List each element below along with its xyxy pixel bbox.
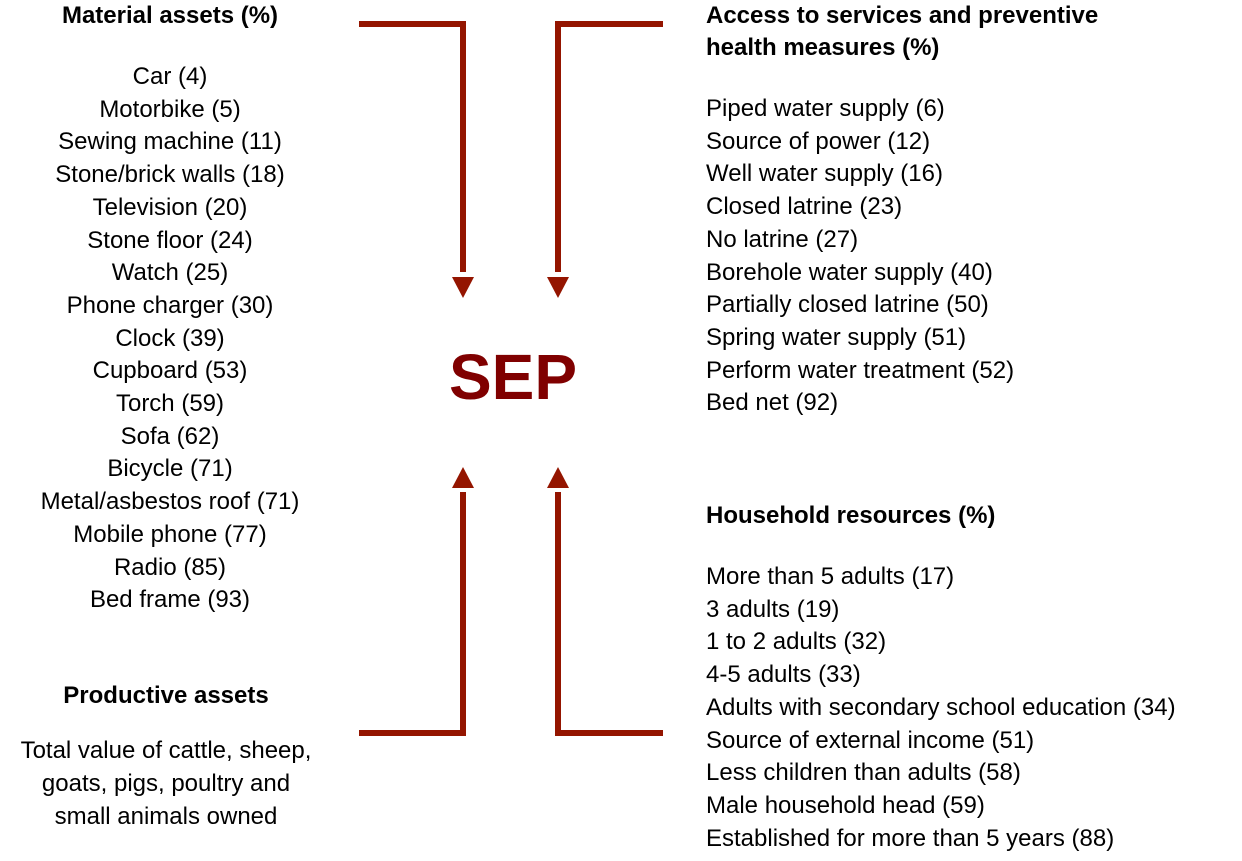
title-line: Access to services and preventive (706, 2, 1099, 29)
household-resources-panel (706, 500, 1242, 855)
sep-label: SEP (448, 341, 578, 413)
list-item: Car (4) (132, 63, 208, 90)
description-line: small animals owned (54, 803, 278, 830)
list-item: Well water supply (16) (706, 160, 943, 188)
access-services-title (706, 0, 1242, 64)
list-item: Bed net (92) (706, 389, 839, 417)
list-item: Sewing machine (11) (58, 128, 282, 156)
arrowhead-down-icon (547, 277, 569, 298)
material-assets-panel (0, 0, 340, 617)
arrow-productive-to-sep (359, 492, 463, 733)
list-item: Watch (25) (111, 259, 229, 287)
access-services-list (706, 93, 1242, 420)
list-item: Motorbike (5) (99, 95, 241, 123)
productive-assets-description (0, 734, 332, 833)
list-item: Bed frame (93) (89, 586, 251, 614)
list-item: Less children than adults (58) (706, 759, 1021, 787)
access-services-panel (706, 0, 1242, 420)
productive-assets-panel (0, 680, 332, 833)
list-item: Adults with secondary school education (34) (706, 693, 1176, 721)
list-item: Clock (39) (115, 324, 225, 352)
list-item: Perform water treatment (52) (706, 356, 1015, 384)
list-item: Stone floor (24) (87, 226, 253, 254)
description-line: Total value of cattle, sheep, (20, 737, 312, 764)
productive-assets-title: Productive assets (63, 682, 269, 709)
arrow-access-to-sep (558, 24, 663, 272)
material-assets-list (0, 61, 340, 617)
list-item: Spring water supply (51) (706, 323, 967, 351)
list-item: Radio (85) (113, 553, 227, 581)
title-line: health measures (%) (706, 34, 940, 61)
list-item: No latrine (27) (706, 225, 859, 253)
list-item: Source of external income (51) (706, 726, 1035, 754)
list-item: Piped water supply (6) (706, 95, 945, 122)
description-line: goats, pigs, poultry and (41, 770, 291, 797)
list-item: 4-5 adults (33) (706, 661, 861, 689)
arrowhead-down-icon (452, 277, 474, 298)
arrow-material-to-sep (359, 24, 463, 272)
list-item: Bicycle (71) (107, 455, 233, 483)
list-item: Stone/brick walls (18) (55, 161, 285, 189)
household-resources-list (706, 561, 1242, 855)
list-item: 3 adults (19) (706, 595, 840, 623)
material-assets-title: Material assets (%) (61, 2, 279, 29)
list-item: Mobile phone (77) (73, 520, 267, 548)
arrowhead-up-icon (452, 467, 474, 488)
list-item: Source of power (12) (706, 127, 931, 155)
arrowhead-up-icon (547, 467, 569, 488)
list-item: Cupboard (53) (92, 357, 248, 385)
list-item: More than 5 adults (17) (706, 563, 955, 590)
list-item: Closed latrine (23) (706, 193, 903, 221)
list-item: Sofa (62) (120, 422, 220, 450)
list-item: Borehole water supply (40) (706, 258, 993, 286)
list-item: Torch (59) (115, 390, 225, 418)
list-item: 1 to 2 adults (32) (706, 628, 887, 656)
list-item: Metal/asbestos roof (71) (40, 488, 300, 516)
list-item: Television (20) (92, 193, 248, 221)
list-item: Phone charger (30) (66, 291, 274, 319)
list-item: Male household head (59) (706, 791, 985, 819)
list-item: Partially closed latrine (50) (706, 291, 989, 319)
household-resources-title: Household resources (%) (706, 502, 996, 529)
arrow-household-to-sep (558, 492, 663, 733)
list-item: Established for more than 5 years (88) (706, 824, 1115, 852)
